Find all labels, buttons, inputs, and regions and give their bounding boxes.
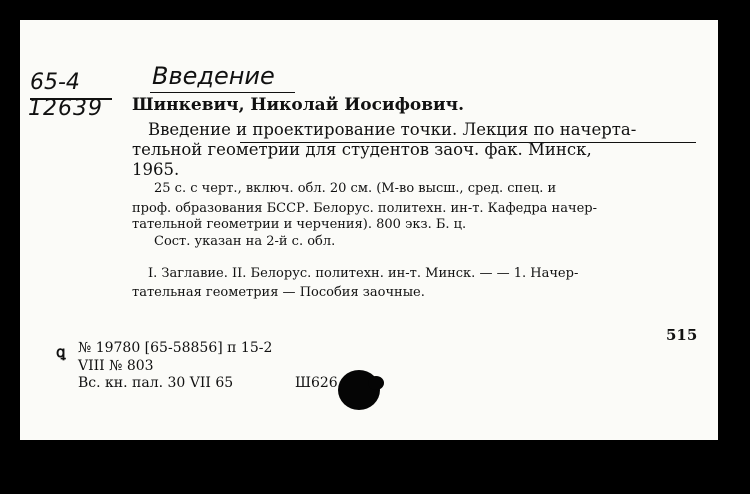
footer-line-1: № 19780 [65-58856] п 15-2 [78,340,273,356]
description-line-3: тательной геометрии и черчения). 800 экз. Б. ц. [132,217,467,232]
footer-line-3: Вс. кн. пал. 30 VII 65 [78,375,234,391]
shelfmark-top: 65-4 [30,70,80,95]
ink-blot-edge [368,376,384,390]
title-line-3: 1965. [132,160,180,179]
footer-line-2: VIII № 803 [78,358,154,374]
card-number: 515 [666,326,698,344]
title-line-2: тельной геометрии для студентов заоч. фак. Минск, [132,140,592,159]
tracings-line-2: тательная геометрия — Пособия заочные. [132,285,425,300]
handwritten-title-underline [150,92,295,93]
description-line-2: проф. образования БССР. Белорус. политехн. ин-т. Кафедра начер- [132,201,597,216]
footer-code: Ш626 [295,375,338,391]
tracings-line-1: I. Заглавие. II. Белорус. политехн. ин-т. Минск. — — 1. Начер- [148,266,579,281]
title-underline [240,142,696,143]
shelfmark-bottom: 12639 [28,96,103,121]
description-line-1: 25 с. с черт., включ. обл. 20 см. (М-во высш., сред. спец. и [154,181,557,196]
title-line-1: Введение и проектирование точки. Лекция по начерта- [148,120,637,139]
description-line-4: Сост. указан на 2-й с. обл. [154,234,336,249]
catalog-card [20,20,718,440]
handwritten-title: Введение [152,62,275,90]
footer-mark: ꝗ [56,343,66,361]
author-heading: Шинкевич, Николай Иосифович. [132,95,465,115]
